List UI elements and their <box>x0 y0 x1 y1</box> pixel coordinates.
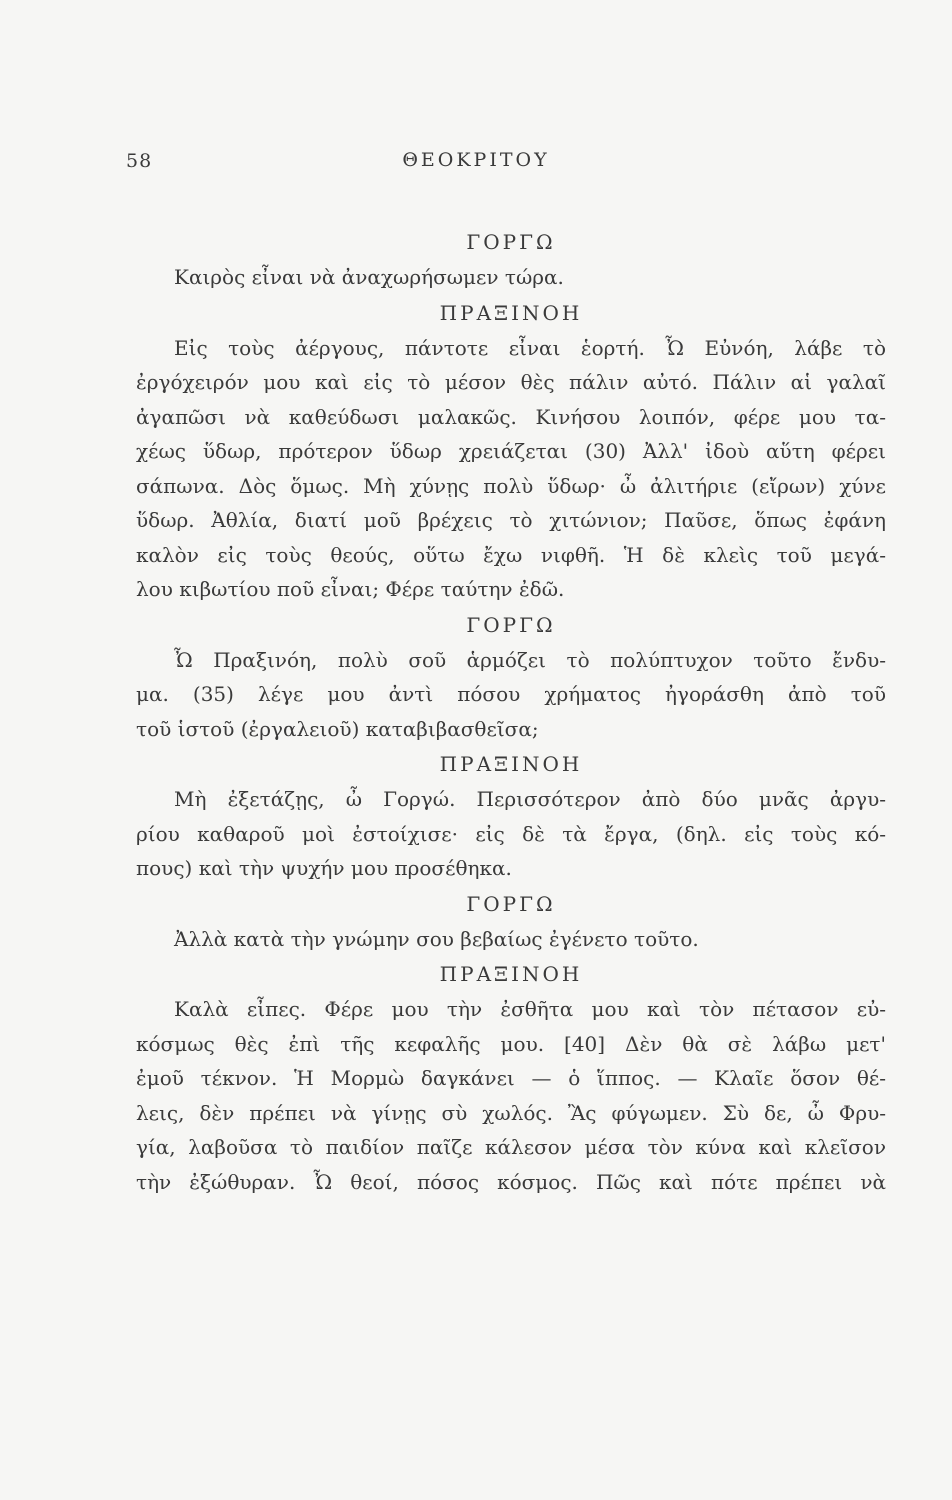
running-title: ΘΕΟΚΡΙΤΟΥ <box>402 149 550 171</box>
speaker-name: ΓΟΡΓΩ <box>466 891 556 916</box>
speaker-name: ΠΡΑΞΙΝΟΗ <box>439 962 583 986</box>
dialogue-block <box>136 295 886 607</box>
dialogue-text <box>136 224 886 1199</box>
text-line: χέως ὕδωρ, πρότερον ὕδωρ χρειάζεται (30) Ἀλλ' ἰδοὺ αὕτη φέρει <box>136 439 886 463</box>
dialogue-block <box>136 746 886 886</box>
speaker-name: ΠΡΑΞΙΝΟΗ <box>439 300 583 325</box>
text-line: μα. (35) λέγε μου ἀντὶ πόσου χρήματος ἠγοράσθη ἀπὸ τοῦ <box>136 682 886 706</box>
speech-paragraph <box>136 922 886 957</box>
dialogue-block <box>136 886 886 957</box>
speaker-name: ΓΟΡΓΩ <box>466 612 556 637</box>
dialogue-block <box>136 956 886 1199</box>
text-line: κόσμως θὲς ἐπὶ τῆς κεφαλῆς μου. [40] Δὲν θὰ σὲ λάβω μετ' <box>136 1031 886 1056</box>
text-line: Εἰς τοὺς ἀέργους, πάντοτε εἶναι ἑορτή. Ὦ Εὐνόη, λάβε τὸ <box>174 335 886 360</box>
text-line: σάπωνα. Δὸς ὅμως. Μὴ χύνῃς πολὺ ὕδωρ· ὦ ἀλιτήριε (εἴρων) χύνε <box>136 473 886 498</box>
text-line: τοῦ ἱστοῦ (ἐργαλειοῦ) καταβιβασθεῖσα; <box>136 716 539 741</box>
text-line: ἐμοῦ τέκνον. Ἡ Μορμὼ δαγκάνει — ὁ ἵππος. — Κλαῖε ὅσον θέ- <box>136 1066 886 1090</box>
page-number: 58 <box>126 150 153 172</box>
speech-paragraph <box>136 782 886 886</box>
text-line: ἀγαπῶσι νὰ καθεύδωσι μαλακῶς. Κινήσου λοιπόν, φέρε μου τα- <box>136 404 886 429</box>
speaker-name: ΓΟΡΓΩ <box>466 230 556 254</box>
speech-paragraph <box>136 331 886 607</box>
text-line: Καιρὸς εἶναι νὰ ἀναχωρήσωμεν τώρα. <box>174 265 564 289</box>
text-line: Μὴ ἐξετάζῃς, ὦ Γοργώ. Περισσότερον ἀπὸ δύο μνᾶς ἀργυ- <box>174 787 886 811</box>
speech-paragraph <box>136 992 886 1199</box>
text-line: Καλὰ εἶπες. Φέρε μου τὴν ἐσθῆτα μου καὶ τὸν πέτασον εὐ- <box>174 997 886 1021</box>
text-line: καλὸν εἰς τοὺς θεούς, οὕτω ἔχω νιφθῆ. Ἡ δὲ κλεὶς τοῦ μεγά- <box>136 542 886 567</box>
text-line: ὕδωρ. Ἀθλία, διατί μοῦ βρέχεις τὸ χιτώνιον; Παῦσε, ὅπως ἐφάνη <box>136 508 886 532</box>
text-line: τὴν ἐξώθυραν. Ὦ θεοί, πόσος κόσμος. Πῶς καὶ πότε πρέπει νὰ <box>136 1169 886 1194</box>
dialogue-block <box>136 607 886 747</box>
speaker-name: ΠΡΑΞΙΝΟΗ <box>439 752 583 776</box>
text-line: λου κιβωτίου ποῦ εἶναι; Φέρε ταύτην ἐδῶ. <box>136 577 565 601</box>
text-line: ἐργόχειρόν μου καὶ εἰς τὸ μέσον θὲς πάλιν αὐτό. Πάλιν αἱ γαλαῖ <box>136 370 886 394</box>
text-line: λεις, δὲν πρέπει νὰ γίνῃς σὺ χωλός. Ἂς φύγωμεν. Σὺ δε, ὦ Φρυ- <box>136 1100 886 1125</box>
text-line: ρίου καθαροῦ μοὶ ἐστοίχισε· εἰς δὲ τὰ ἔργα, (δηλ. εἰς τοὺς κό- <box>136 821 886 846</box>
speech-paragraph <box>136 260 886 295</box>
text-line: πους) καὶ τὴν ψυχήν μου προσέθηκα. <box>136 856 512 880</box>
text-line: Ἀλλὰ κατὰ τὴν γνώμην σου βεβαίως ἐγένετο τοῦτο. <box>174 926 699 951</box>
speech-paragraph <box>136 643 886 747</box>
text-line: Ὦ Πραξινόη, πολὺ σοῦ ἁρμόζει τὸ πολύπτυχον τοῦτο ἔνδυ- <box>174 647 886 672</box>
dialogue-block <box>136 224 886 295</box>
text-line: γία, λαβοῦσα τὸ παιδίον παῖζε κάλεσον μέσα τὸν κύνα καὶ κλεῖσον <box>136 1135 886 1159</box>
